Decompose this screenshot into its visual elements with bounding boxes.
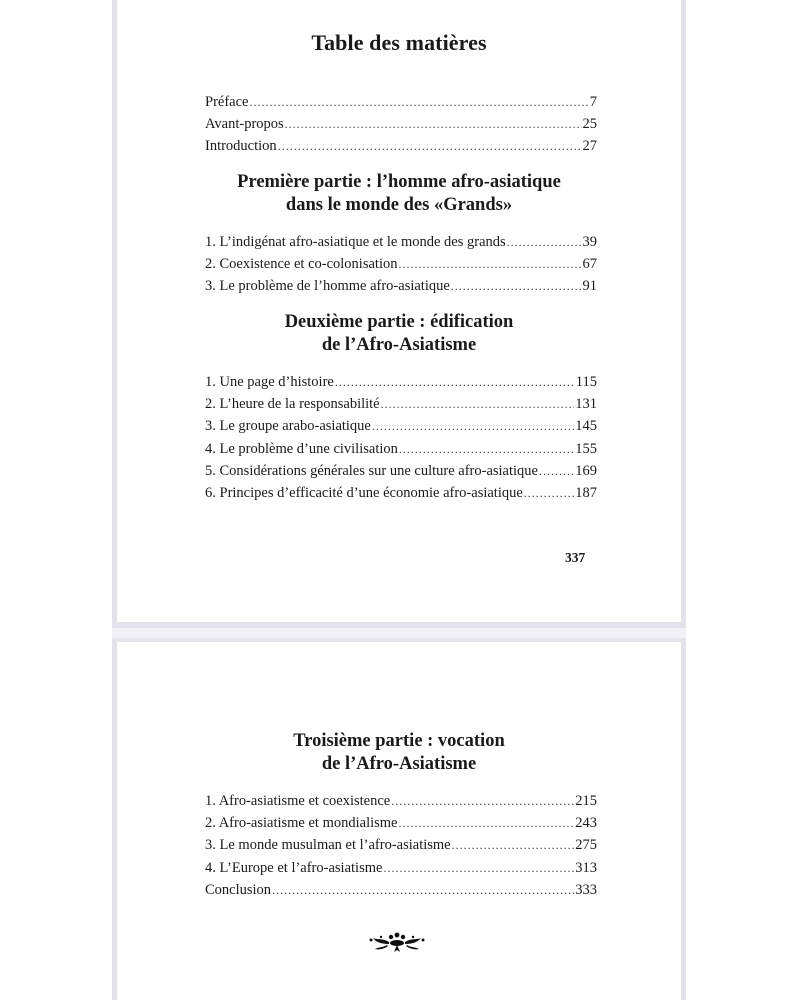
page-gap [112, 628, 686, 638]
dot-leader [399, 438, 574, 460]
toc-entry-page: 115 [575, 374, 597, 390]
toc-entry [205, 275, 597, 297]
toc-entry-label: 4. Le problème d’une civilisation [205, 440, 398, 457]
toc-entry-page: 91 [582, 278, 597, 295]
toc-entry-page: 243 [575, 815, 597, 832]
toc-entry-page: 187 [575, 485, 597, 502]
toc-entry-page: 39 [582, 234, 597, 250]
toc-entry-label: 3. Le problème de l’homme afro-asiatique [205, 278, 450, 295]
part-heading-line: Troisième partie : vocation [293, 731, 505, 751]
dot-leader [381, 393, 575, 415]
dot-leader [524, 482, 574, 504]
toc-entry-page: 27 [582, 138, 597, 155]
dot-leader [399, 812, 575, 834]
part-heading-line: Deuxième partie : édification [284, 312, 514, 332]
toc-entry-avant-propos [205, 113, 597, 135]
dot-leader [539, 460, 574, 482]
dot-leader [451, 275, 582, 297]
toc-entry-label: 2. Afro-asiatisme et mondialisme [205, 815, 398, 832]
toc-entry [205, 812, 597, 834]
toc-entry [205, 231, 597, 253]
toc-entry-label: 5. Considérations générales sur une culture afro-asiatique [205, 462, 538, 479]
toc-entry [205, 253, 597, 275]
toc-entry-label: Avant-propos [205, 116, 284, 133]
toc-entry-label: Introduction [205, 138, 277, 155]
toc-part-1-chapters [205, 231, 597, 298]
toc-part-3-chapters [205, 790, 597, 901]
toc-entry [205, 482, 597, 504]
dot-leader [398, 253, 581, 275]
dot-leader [391, 790, 574, 812]
part-heading-line: Première partie : l’homme afro-asiatique [237, 172, 561, 192]
toc-entry [205, 857, 597, 879]
dot-leader [278, 135, 582, 157]
toc-entry-label: 1. Une page d’histoire [205, 374, 334, 390]
part-heading-line: de l’Afro-Asiatisme [321, 754, 477, 774]
toc-entry [205, 790, 597, 812]
toc-entry-label: 1. Afro-asiatisme et coexistence [205, 793, 391, 809]
toc-entry-label: 6. Principes d’efficacité d’une économie afro-asiatique [205, 485, 523, 502]
toc-entry [205, 438, 597, 460]
dot-leader [249, 91, 588, 113]
toc-entry-preface [205, 91, 597, 113]
dot-leader [335, 371, 575, 393]
toc-entry [205, 393, 597, 415]
toc-entry-page: 155 [575, 440, 597, 457]
toc-entry-label: 3. Le monde musulman et l’afro-asiatisme [205, 837, 451, 854]
toc-entry-page: 25 [582, 116, 597, 133]
toc-entry [205, 371, 597, 393]
toc-entry-page: 275 [575, 837, 597, 854]
dot-leader [452, 834, 575, 856]
dot-leader [507, 231, 582, 253]
toc-entry [205, 460, 597, 482]
toc-entry-page: 169 [575, 462, 597, 479]
dot-leader [285, 113, 582, 135]
dot-leader [272, 879, 574, 901]
toc-entry [205, 879, 597, 901]
toc-entry-page: 333 [575, 881, 597, 898]
page-title: Table des matières [311, 30, 487, 55]
toc-entry-page: 7 [589, 94, 597, 110]
fleuron-ornament-icon [367, 930, 427, 954]
part-heading-1 [117, 171, 681, 217]
toc-entry-page: 67 [582, 256, 597, 273]
toc-entry-label: Préface [205, 94, 249, 110]
toc-entry-label: 2. L’heure de la responsabilité [205, 396, 380, 413]
part-heading-2 [117, 311, 681, 357]
toc-entry-label: 4. L’Europe et l’afro-asiatisme [205, 859, 383, 876]
toc-entry-label: 1. L’indigénat afro-asiatique et le monde des grands [205, 234, 506, 250]
dot-leader [372, 415, 574, 437]
toc-part-2-chapters [205, 371, 597, 504]
toc-entry-introduction [205, 135, 597, 157]
part-heading-line: dans le monde des «Grands» [285, 195, 513, 215]
toc-entry-page: 313 [575, 859, 597, 876]
page-number: 337 [565, 550, 586, 565]
part-heading-3 [117, 730, 681, 776]
toc-entry-page: 145 [575, 418, 597, 435]
toc-entry-page: 215 [575, 793, 597, 809]
book-page-337 [112, 0, 686, 628]
toc-entry-label: Conclusion [205, 881, 272, 898]
part-heading-line: de l’Afro-Asiatisme [321, 335, 477, 355]
toc-entry-label: 3. Le groupe arabo-asiatique [205, 418, 371, 435]
toc-entry-label: 2. Coexistence et co-colonisation [205, 256, 398, 273]
dot-leader [383, 857, 574, 879]
toc-front-matter [205, 91, 597, 158]
toc-entry-page: 131 [575, 396, 597, 413]
toc-entry [205, 834, 597, 856]
book-page-next [112, 638, 686, 1000]
toc-entry [205, 415, 597, 437]
